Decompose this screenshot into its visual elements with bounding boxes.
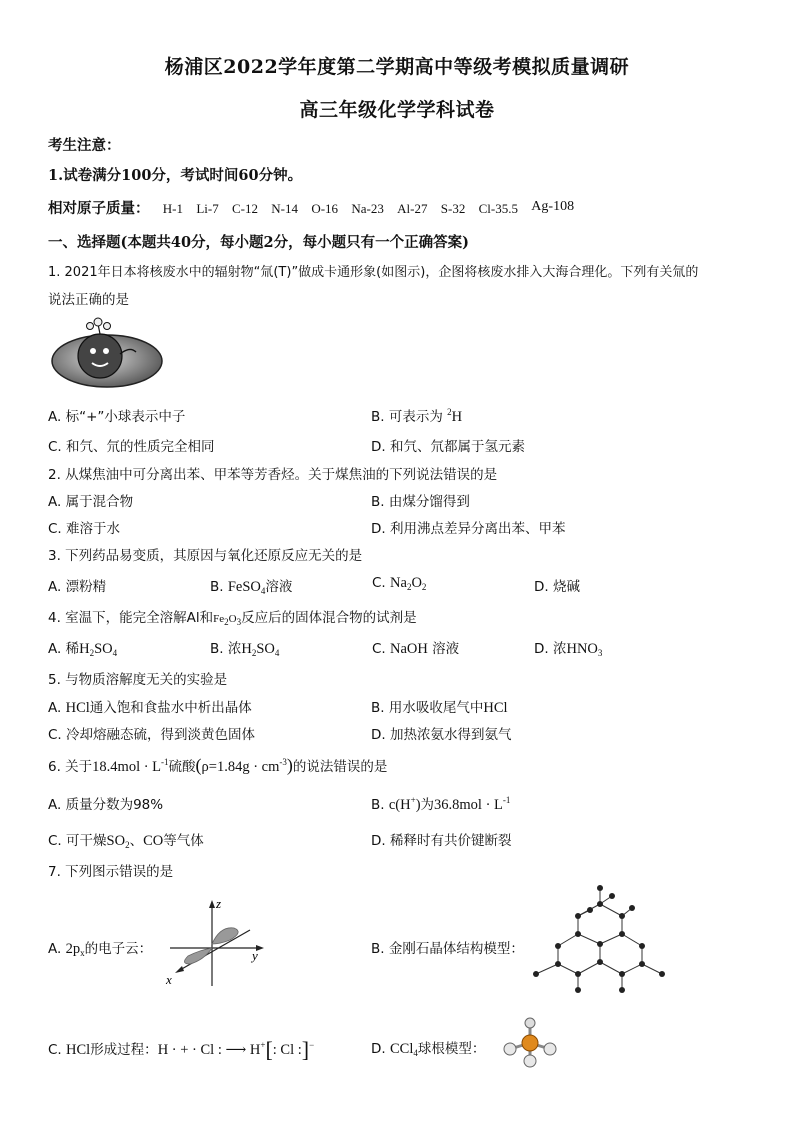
q3-option-d: D. 烧碱 [534,579,580,595]
tritium-cartoon-image [50,316,165,391]
mass-item: Cl-35.5 [478,201,518,216]
atomic-masses [48,197,583,218]
diamond-structure-diagram [528,882,668,997]
q3-stem: 3. 下列药品易变质，其原因与氧化还原反应无关的是 [48,548,363,564]
q4-option-c: C. NaOH 溶液 [372,641,460,657]
mass-item: Al-27 [397,201,428,216]
mass-item: S-32 [440,201,466,216]
svg-text:x: x [166,972,172,987]
mass-item: N-14 [271,201,299,216]
exam-subtitle: 高三年级化学学科试卷 [299,99,495,121]
q6-stem: 6. 关于$18.4mol \cdot L^{-1}$硫酸$(\rho=1.84g \cdot cm^{-3})$的说法错误的是 [48,755,388,775]
section-1-heading: 一、选择题(本题共40分，每小题2分，每小题只有一个正确答案) [48,234,469,251]
mass-item: Ag-108 [531,199,575,214]
q2-stem: 2. 从煤焦油中可分离出苯、甲苯等芳香烃。关于煤焦油的下列说法错误的是 [48,467,498,483]
q4-stem: 4. 室温下，能完全溶解Al和$Fe_2O_3$反应后的固体混合物的试剂是 [48,610,417,627]
q5-option-d: D. 加热浓氨水得到氨气 [371,727,512,743]
mass-item: C-12 [232,201,258,216]
q6-option-a: A. 质量分数为98% [48,797,164,813]
q1-option-c: C. 和氕、氘的性质完全相同 [48,439,215,455]
q7-option-a: A. $2p_x$的电子云： [48,941,153,958]
q4-option-b: B. 浓$H_2SO_4$ [210,641,280,658]
mass-item: Li-7 [196,201,219,216]
mass-item: H-1 [162,201,184,216]
q3-option-a: A. 漂粉精 [48,579,107,595]
q1-stem-line2: 说法正确的是 [48,292,129,308]
q1-stem-line1: 1. 2021年日本将核废水中的辐射物“氚(T)”做成卡通形象(如图示)，企图将核废水排入大海合理化。下列有关氚的 [48,265,699,280]
notice-rule-1: 1.试卷满分100分，考试时间60分钟。 [48,167,303,184]
q6-option-b: B. c(H+)为$36.8mol \cdot L^{-1}$ [371,795,511,813]
masses-label: 相对原子质量： [48,201,150,217]
q3-option-c: C. $Na_2O_2$ [372,575,427,592]
svg-text:y: y [252,948,258,963]
electron-cloud-diagram [160,898,270,988]
q7-stem: 7. 下列图示错误的是 [48,864,174,880]
ccl4-ball-stick-model [500,1015,560,1070]
q1-option-d: D. 和氕、氘都属于氢元素 [371,439,525,455]
q5-option-b: B. 用水吸收尾气中HCl [371,700,508,716]
notice-label: 考生注意： [48,137,121,154]
q1-option-a: A. 标“+”小球表示中子 [48,409,186,425]
q2-option-b: B. 由煤分馏得到 [371,494,470,510]
q3-option-b: B. FeSO$_4$溶液 [210,579,293,596]
q7-option-c: C. HCl形成过程：H · + · Cl : ⟶ H+[: Cl :]− [48,1037,315,1062]
q5-option-c: C. 冷却熔融态硫，得到淡黄色固体 [48,727,256,743]
svg-text:z: z [216,896,222,911]
q6-option-d: D. 稀释时有共价键断裂 [371,833,512,849]
q7-option-d: D. CCl$_4$球根模型： [371,1041,486,1058]
q5-stem: 5. 与物质溶解度无关的实验是 [48,672,228,688]
mass-item: Na-23 [351,201,384,216]
q1-option-b: B. 可表示为 $^2$H [371,407,463,425]
q7-option-b: B. 金刚石晶体结构模型： [371,941,524,957]
q4-option-a: A. 稀$H_2SO_4$ [48,641,118,658]
q4-option-d: D. 浓$HNO_3$ [534,641,603,658]
exam-title: 杨浦区2022学年度第二学期高中等级考模拟质量调研 [164,56,630,78]
q2-option-d: D. 利用沸点差异分离出苯、甲苯 [371,521,566,537]
q2-option-a: A. 属于混合物 [48,494,134,510]
q2-option-c: C. 难溶于水 [48,521,121,537]
q5-option-a: A. HCl通入饱和食盐水中析出晶体 [48,700,252,716]
mass-item: O-16 [311,201,339,216]
q6-option-c: C. 可干燥$SO_2$、CO等气体 [48,833,204,850]
